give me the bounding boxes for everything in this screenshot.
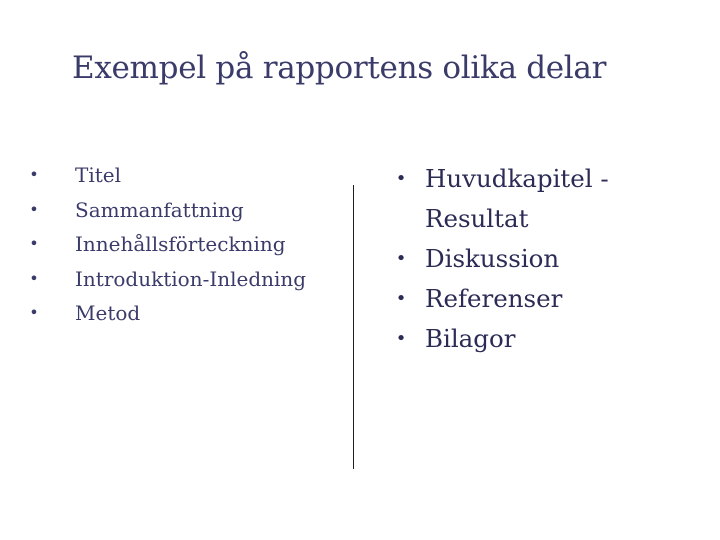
list-item-label: Referenser [425, 284, 563, 313]
bullet-icon: • [395, 248, 407, 269]
list-item [394, 239, 694, 279]
left-bullet-list [28, 158, 348, 331]
right-bullet-list [394, 159, 694, 359]
list-item-label: Titel [75, 163, 122, 187]
list-item [28, 193, 348, 228]
list-item [28, 296, 348, 331]
list-item-label: Bilagor [425, 324, 516, 353]
left-column [28, 158, 348, 331]
bullet-icon: • [29, 199, 39, 219]
list-item [28, 262, 348, 297]
column-divider [353, 185, 354, 469]
bullet-icon: • [29, 268, 39, 288]
list-item [394, 159, 694, 239]
list-item-label: Huvudkapitel - Resultat [425, 164, 609, 233]
list-item [394, 319, 694, 359]
list-item-label: Sammanfattning [75, 197, 244, 222]
bullet-icon: • [395, 288, 407, 309]
bullet-icon: • [395, 168, 407, 189]
right-column [394, 159, 694, 359]
list-item [394, 279, 694, 319]
bullet-icon: • [29, 234, 39, 253]
bullet-icon: • [395, 328, 407, 349]
bullet-icon: • [29, 303, 39, 322]
slide-title: Exempel på rapportens olika delar [72, 50, 607, 86]
list-item-label: Introduktion-Inledning [75, 266, 307, 291]
list-item-label: Innehållsförteckning [75, 232, 286, 256]
list-item [28, 227, 348, 262]
list-item-label: Metod [75, 301, 141, 325]
list-item [28, 158, 348, 193]
bullet-icon: • [29, 165, 39, 184]
list-item-label: Diskussion [425, 244, 560, 273]
